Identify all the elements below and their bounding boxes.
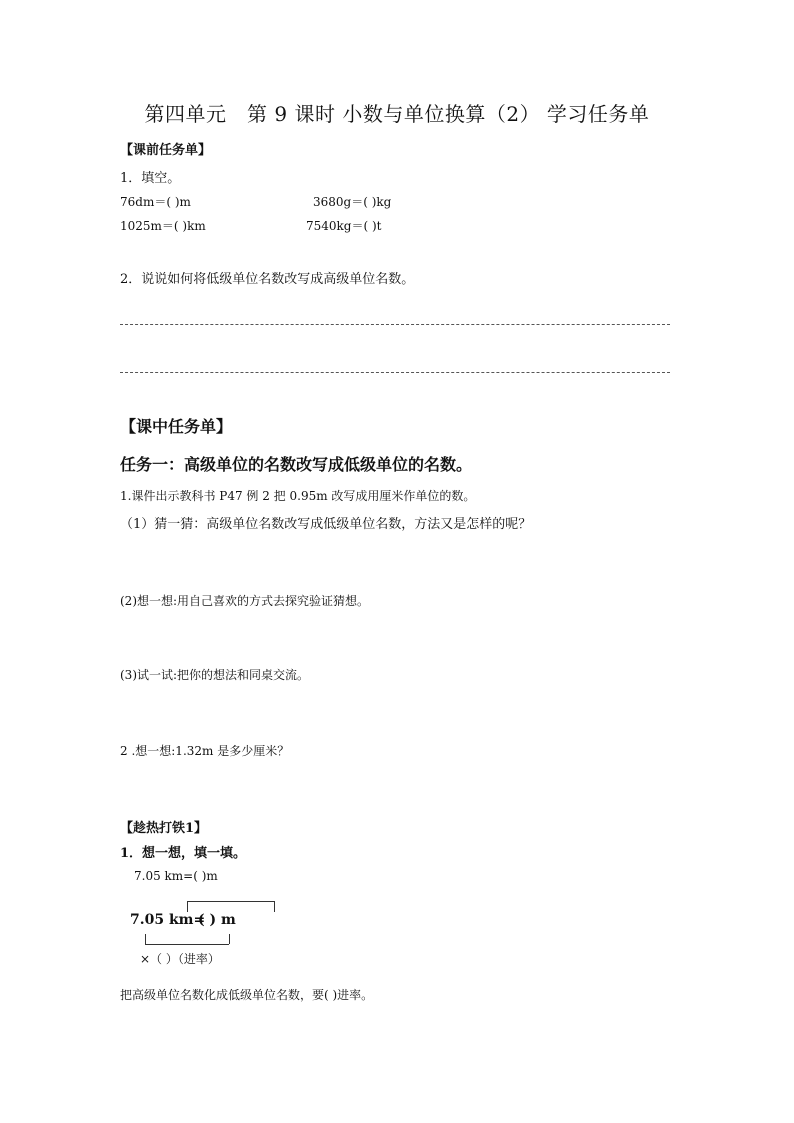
answer-line-2	[120, 372, 670, 373]
task1-item2: 2 .想一想:1.32m 是多少厘米？	[120, 744, 290, 758]
fill-blank-3: 1025m＝( )km	[120, 219, 206, 233]
task1-step3: (3)试一试:把你的想法和同桌交流。	[120, 668, 310, 682]
pre-task-header: 【课前任务单】	[120, 143, 212, 158]
bracket-top-left	[187, 901, 188, 912]
bracket-bottom-left	[145, 934, 146, 944]
equation-big-blank: ( ) m	[198, 912, 236, 928]
in-task-header: 【课中任务单】	[120, 417, 233, 436]
multiplier-rate: ×（ ）（进率）	[140, 952, 220, 966]
practice-header: 【趁热打铁1】	[120, 821, 208, 836]
bracket-bottom-right	[229, 934, 230, 944]
page-title: 第四单元 第 9 课时 小数与单位换算（2） 学习任务单	[144, 102, 650, 126]
bracket-top-right	[274, 901, 275, 912]
answer-line-1	[120, 324, 670, 325]
task1-title: 任务一：高级单位的名数改写成低级单位的名数。	[120, 455, 473, 474]
task1-step1: （1）猜一猜：高级单位名数改写成低级单位名数，方法又是怎样的呢？	[120, 517, 532, 532]
task1-step2: (2)想一想:用自己喜欢的方式去探究验证猜想。	[120, 594, 370, 608]
equation-small: 7.05 km=( )m	[134, 869, 218, 883]
equation-big-number: 7.05 km=	[130, 912, 206, 928]
pre-task-q2: 2．说说如何将低级单位名数改写成高级单位名数。	[120, 272, 415, 287]
bracket-bottom-line	[145, 944, 229, 945]
fill-blank-2: 3680g＝( )kg	[313, 195, 392, 209]
fill-blank-4: 7540kg＝( )t	[306, 219, 382, 233]
practice-conclusion: 把高级单位名数化成低级单位名数，要( )进率。	[120, 988, 374, 1002]
fill-blank-1: 76dm＝( )m	[120, 195, 191, 209]
bracket-top-line	[187, 901, 274, 902]
practice-q1: 1．想一想，填一填。	[120, 846, 247, 861]
pre-task-q1-label: 1．填空。	[120, 171, 181, 186]
task1-item1: 1.课件出示教科书 P47 例 2 把 0.95m 改写成用厘米作单位的数。	[120, 489, 476, 503]
